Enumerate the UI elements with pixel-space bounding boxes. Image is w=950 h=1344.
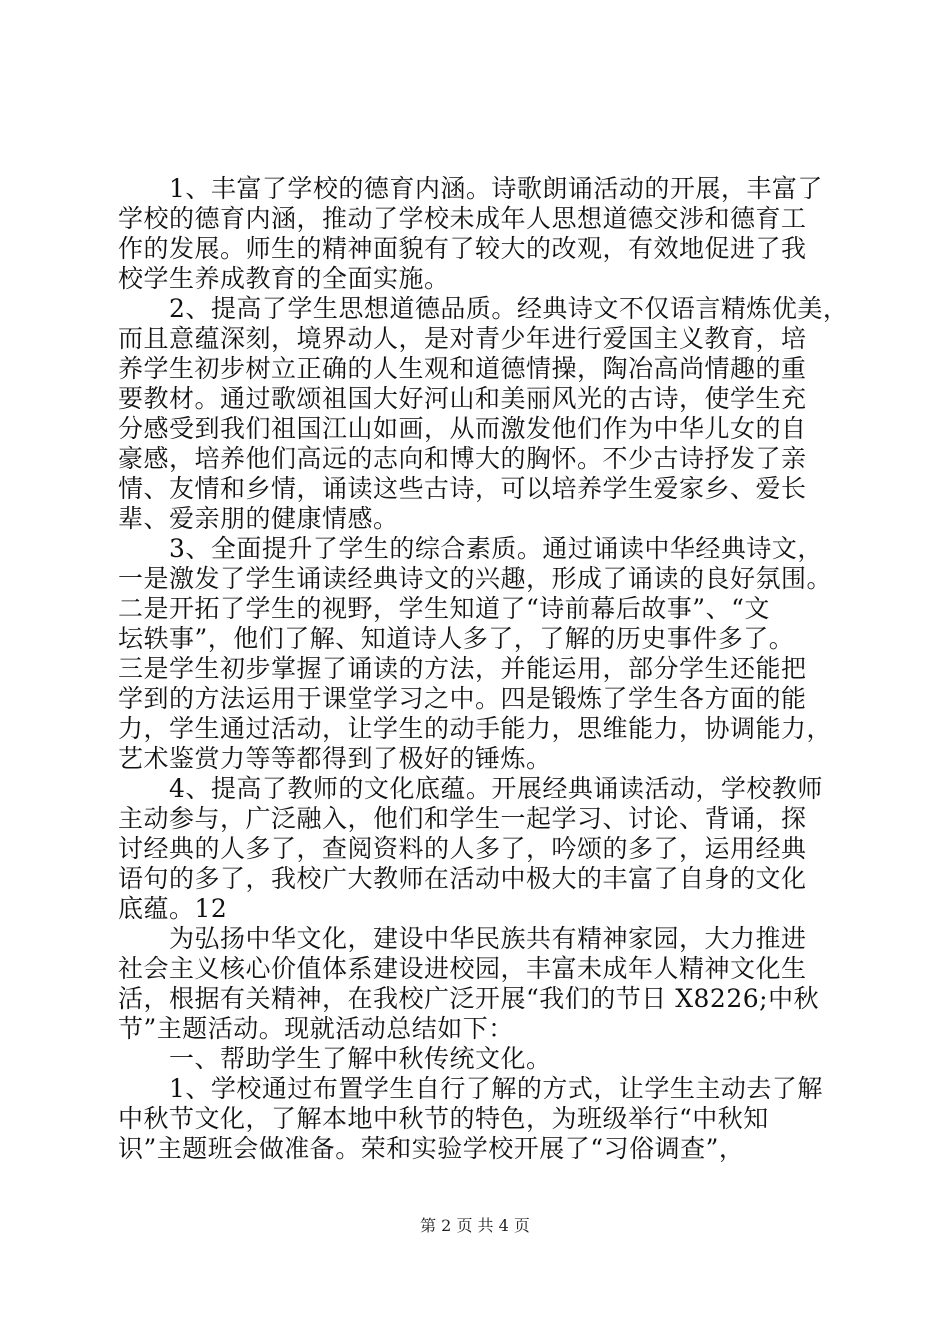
text-line: 3、全面提升了学生的综合素质。通过诵读中华经典诗文，: [118, 534, 823, 563]
text-line: 讨经典的人多了，查阅资料的人多了，吟颂的多了，运用经典: [118, 834, 807, 863]
page-number-footer: 第 2 页 共 4 页: [420, 1216, 530, 1235]
text-line: 而且意蕴深刻，境界动人，是对青少年进行爱国主义教育，培: [118, 324, 807, 353]
text-line: 分感受到我们祖国江山如画，从而激发他们作为中华儿女的自: [118, 414, 807, 443]
document-body: [118, 174, 849, 1164]
text-line: 一是激发了学生诵读经典诗文的兴趣，形成了诵读的良好氛围。: [118, 564, 833, 593]
text-line: 艺术鉴赏力等等都得到了极好的锤炼。: [118, 744, 552, 773]
text-line: 节”主题活动。现就活动总结如下：: [118, 1014, 514, 1043]
text-line: 力，学生通过活动，让学生的动手能力，思维能力，协调能力，: [118, 714, 833, 743]
text-line: 识”主题班会做准备。荣和实验学校开展了“习俗调查”，: [118, 1134, 745, 1163]
text-line: 作的发展。师生的精神面貌有了较大的改观，有效地促进了我: [118, 234, 807, 263]
text-line: 辈、爱亲朋的健康情感。: [118, 504, 399, 533]
text-line: 一、帮助学生了解中秋传统文化。: [118, 1044, 552, 1073]
text-line: 情、友情和乡情，诵读这些古诗，可以培养学生爱家乡、爱长: [118, 474, 807, 503]
text-line: 要教材。通过歌颂祖国大好河山和美丽风光的古诗，使学生充: [118, 384, 807, 413]
text-line: 中秋节文化，了解本地中秋节的特色，为班级举行“中秋知: [118, 1104, 769, 1133]
text-line: 1、学校通过布置学生自行了解的方式，让学生主动去了解: [118, 1074, 823, 1103]
text-line: 底蕴。12: [118, 894, 228, 923]
text-line: 学校的德育内涵，推动了学校未成年人思想道德交涉和德育工: [118, 204, 807, 233]
text-line: 为弘扬中华文化，建设中华民族共有精神家园，大力推进: [118, 924, 807, 953]
text-line: 养学生初步树立正确的人生观和道德情操，陶冶高尚情趣的重: [118, 354, 807, 383]
text-line: 二是开拓了学生的视野，学生知道了“诗前幕后故事”、“文: [118, 594, 770, 623]
text-line: 三是学生初步掌握了诵读的方法，并能运用，部分学生还能把: [118, 654, 807, 683]
text-line: 活，根据有关精神，在我校广泛开展“我们的节日 X8226;中秋: [118, 984, 820, 1013]
text-line: 主动参与，广泛融入，他们和学生一起学习、讨论、背诵，探: [118, 804, 807, 833]
text-line: 豪感，培养他们高远的志向和博大的胸怀。不少古诗抒发了亲: [118, 444, 807, 473]
text-line: 2、提高了学生思想道德品质。经典诗文不仅语言精炼优美，: [118, 294, 849, 323]
text-line: 1、丰富了学校的德育内涵。诗歌朗诵活动的开展，丰富了: [118, 174, 823, 203]
text-line: 坛轶事”，他们了解、知道诗人多了，了解的历史事件多了。: [118, 624, 795, 653]
text-line: 4、提高了教师的文化底蕴。开展经典诵读活动，学校教师: [118, 774, 823, 803]
text-line: 社会主义核心价值体系建设进校园，丰富未成年人精神文化生: [118, 954, 807, 983]
text-line: 语句的多了，我校广大教师在活动中极大的丰富了自身的文化: [118, 864, 807, 893]
text-line: 校学生养成教育的全面实施。: [118, 264, 450, 293]
text-line: 学到的方法运用于课堂学习之中。四是锻炼了学生各方面的能: [118, 684, 807, 713]
